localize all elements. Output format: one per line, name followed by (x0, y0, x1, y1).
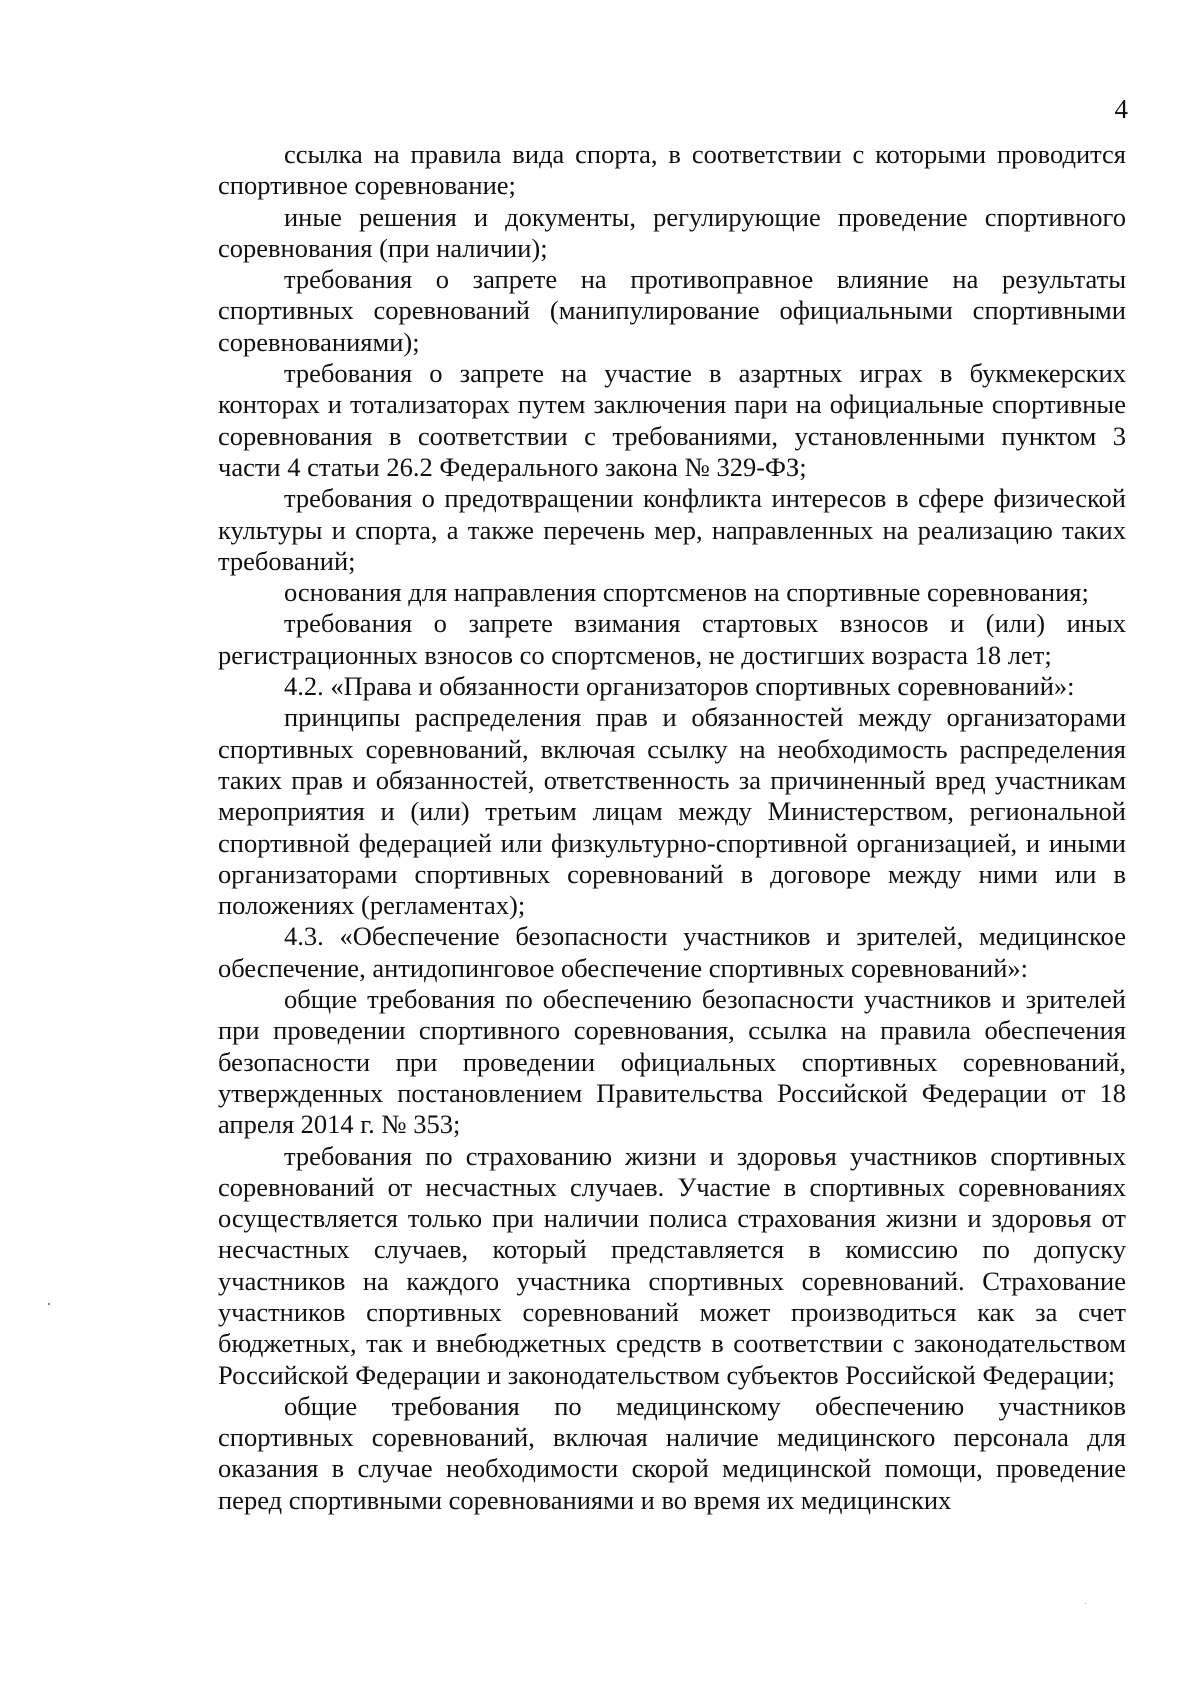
page-number: 4 (1114, 94, 1128, 124)
scan-speck (48, 1303, 50, 1305)
paragraph-safety-requirements: общие требования по обеспечению безопасности участников и зрителей при проведении спортивного соревнования, ссылка на правила обеспечения безопасности при проведении официальных спортивных соревнований, утвержденных постановлением Правительства Российской Федерации от 18 апреля 2014 г. № 353; (218, 984, 1126, 1140)
paragraph-other-decisions: иные решения и документы, регулирующие проведение спортивного соревнования (при наличии); (218, 201, 1126, 263)
paragraph-betting-ban: требования о запрете на участие в азартных играх в букмекерских конторах и тотализаторах путем заключения пари на официальные спортивные соревнования в соответствии с требованиями, установленными пунктом 3 части 4 статьи 26.2 Федерального закона № 329-ФЗ; (218, 358, 1126, 482)
paragraph-entry-fee-ban: требования о запрете взимания стартовых взносов и (или) иных регистрационных взносов со спортсменов, не достигших возраста 18 лет; (218, 608, 1126, 670)
document-body (218, 139, 1126, 1516)
paragraph-athlete-selection: основания для направления спортсменов на спортивные соревнования; (284, 577, 1089, 608)
section-heading-4-3: 4.3. «Обеспечение безопасности участников и зрителей, медицинское обеспечение, антидопинговое обеспечение спортивных соревнований»: (218, 921, 1126, 983)
paragraph-medical-requirements: общие требования по медицинскому обеспечению участников спортивных соревнований, включая наличие медицинского персонала для оказания в случае необходимости скорой медицинской помощи, проведение перед спортивными соревнованиями и во время их медицинских (218, 1390, 1126, 1515)
section-heading-4-2: 4.2. «Права и обязанности организаторов спортивных соревнований»: (284, 671, 1075, 702)
paragraph-rights-distribution: принципы распределения прав и обязанностей между организаторами спортивных соревнований, включая ссылку на необходимость распределения таких прав и обязанностей, ответственность за причиненный вред участникам мероприятия и (или) третьим лицам между Министерством, региональной спортивной федерацией или физкультурно-спортивной организацией, и иными организаторами спортивных соревнований в договоре между ними или в положениях (регламентах); (218, 702, 1126, 921)
scan-speck (1085, 1603, 1086, 1604)
paragraph-conflict-of-interest: требования о предотвращении конфликта интересов в сфере физической культуры и спорта, а также перечень мер, направленных на реализацию таких требований; (218, 483, 1126, 576)
paragraph-sport-rules-reference: ссылка на правила вида спорта, в соответствии с которыми проводится спортивное соревнование; (218, 139, 1126, 201)
paragraph-manipulation-ban: требования о запрете на противоправное влияние на результаты спортивных соревнований (манипулирование официальными спортивными соревнованиями); (218, 264, 1126, 357)
paragraph-insurance-requirements: требования по страхованию жизни и здоровья участников спортивных соревнований от несчастных случаев. Участие в спортивных соревнованиях осуществляется только при наличии полиса страхования жизни и здоровья от несчастных случаев, который представляется в комиссию по допуску участников на каждого участника спортивных соревнований. Страхование участников спортивных соревнований может производиться как за счет бюджетных, так и внебюджетных средств в соответствии с законодательством Российской Федерации и законодательством субъектов Российской Федерации; (218, 1140, 1126, 1390)
